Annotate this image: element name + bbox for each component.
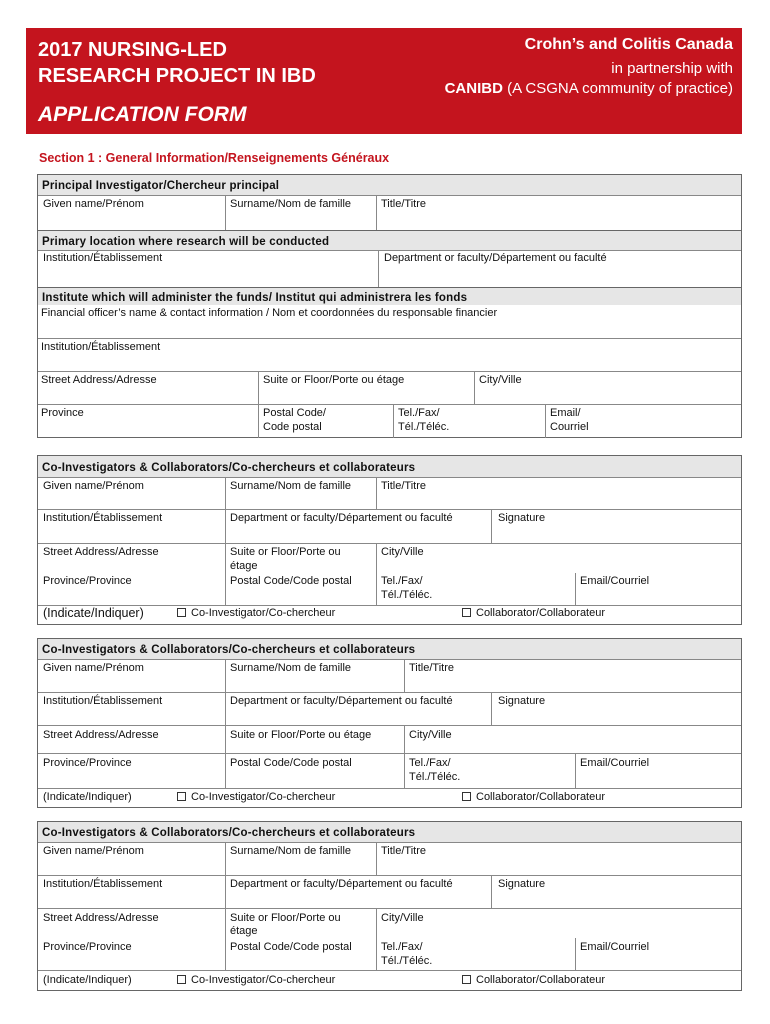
co2-tel-label-1[interactable]: Tel./Fax/ <box>409 757 451 769</box>
co3-department-field[interactable]: Department or faculty/Département ou faculté <box>230 878 453 890</box>
co2-department-field[interactable]: Department or faculty/Département ou faculté <box>230 695 453 707</box>
co3-collaborator-checkbox[interactable] <box>462 974 605 987</box>
co3-postal-field[interactable]: Postal Code/Code postal <box>230 941 352 953</box>
co2-surname-field[interactable]: Surname/Nom de famille <box>230 662 352 674</box>
institute-tel-label-1[interactable]: Tel./Fax/ <box>398 407 440 419</box>
co1-tel-label-1[interactable]: Tel./Fax/ <box>381 575 423 587</box>
co3-collaborator-label: Collaborator/Collaborateur <box>476 974 606 986</box>
header-banner <box>26 28 742 134</box>
checkbox-icon <box>177 608 186 617</box>
co3-given-name-field[interactable]: Given name/Prénom <box>43 845 144 857</box>
co1-collaborator-label: Collaborator/Collaborateur <box>476 607 606 619</box>
org-name: Crohn’s and Colitis Canada <box>524 36 733 53</box>
institute-header: Institute which will administer the funds/ Institut qui administrera les fonds <box>38 288 741 305</box>
form-subtitle: APPLICATION FORM <box>38 103 247 126</box>
checkbox-icon <box>462 975 471 984</box>
institute-email-label-2: Courriel <box>550 421 589 433</box>
co1-tel-label-2: Tél./Téléc. <box>381 589 433 601</box>
co3-surname-field[interactable]: Surname/Nom de famille <box>230 845 352 857</box>
co2-institution-field[interactable]: Institution/Établissement <box>43 695 163 707</box>
co2-suite-field[interactable]: Suite or Floor/Porte ou étage <box>230 729 372 741</box>
form-title-line1: 2017 NURSING-LED <box>38 39 227 61</box>
location-department-field[interactable]: Department or faculty/Département ou faculté <box>384 252 607 264</box>
co2-postal-field[interactable]: Postal Code/Code postal <box>230 757 352 769</box>
co1-surname-field[interactable]: Surname/Nom de famille <box>230 480 352 492</box>
pi-given-name-field[interactable]: Given name/Prénom <box>43 198 144 210</box>
checkbox-icon <box>177 975 186 984</box>
pi-title-field[interactable]: Title/Titre <box>381 198 427 210</box>
co2-collaborator-checkbox[interactable] <box>462 791 605 804</box>
co2-province-field[interactable]: Province/Province <box>43 757 132 769</box>
co3-title-field[interactable]: Title/Titre <box>381 845 427 857</box>
institute-suite-field[interactable]: Suite or Floor/Porte ou étage <box>263 374 405 386</box>
institute-street-field[interactable]: Street Address/Adresse <box>41 374 157 386</box>
institute-institution-field[interactable]: Institution/Établissement <box>41 341 161 353</box>
co1-collaborator-checkbox[interactable] <box>462 607 605 620</box>
co3-tel-label-1[interactable]: Tel./Fax/ <box>381 941 423 953</box>
co1-indicate-label: (Indicate/Indiquer) <box>43 606 144 620</box>
co2-indicate-label: (Indicate/Indiquer) <box>43 791 132 803</box>
co3-signature-field[interactable]: Signature <box>498 878 546 890</box>
co3-province-field[interactable]: Province/Province <box>43 941 132 953</box>
co1-signature-field[interactable]: Signature <box>498 512 546 524</box>
co3-city-field[interactable]: City/Ville <box>381 912 424 924</box>
co1-postal-field[interactable]: Postal Code/Code postal <box>230 575 352 587</box>
co1-department-field[interactable]: Department or faculty/Département ou faculté <box>230 512 453 524</box>
co2-title-field[interactable]: Title/Titre <box>409 662 455 674</box>
co2-given-name-field[interactable]: Given name/Prénom <box>43 662 144 674</box>
co3-institution-field[interactable]: Institution/Établissement <box>43 878 163 890</box>
co3-indicate-label: (Indicate/Indiquer) <box>43 974 132 986</box>
co3-email-field[interactable]: Email/Courriel <box>580 941 650 953</box>
canibd-description: (A CSGNA community of practice) <box>502 80 733 97</box>
co1-email-field[interactable]: Email/Courriel <box>580 575 650 587</box>
co1-city-field[interactable]: City/Ville <box>381 546 424 558</box>
co2-coinvestigator-checkbox[interactable] <box>177 791 335 804</box>
section-title: Section 1 : General Information/Renseignements Généraux <box>39 151 390 165</box>
co1-street-field[interactable]: Street Address/Adresse <box>43 546 159 558</box>
co3-coinvestigator-label: Co-Investigator/Co-chercheur <box>191 974 336 986</box>
co3-street-field[interactable]: Street Address/Adresse <box>43 912 159 924</box>
form-title-line2: RESEARCH PROJECT IN IBD <box>38 65 316 87</box>
co3-tel-label-2: Tél./Téléc. <box>381 955 433 967</box>
partnership-text: in partnership with <box>611 60 733 77</box>
co3-suite-label-2: étage <box>230 925 258 937</box>
partner-name <box>445 79 733 99</box>
institute-postal-label-2: Code postal <box>263 421 322 433</box>
co2-street-field[interactable]: Street Address/Adresse <box>43 729 159 741</box>
institute-city-field[interactable]: City/Ville <box>479 374 522 386</box>
co1-province-field[interactable]: Province/Province <box>43 575 132 587</box>
co2-email-field[interactable]: Email/Courriel <box>580 757 650 769</box>
location-institution-field[interactable]: Institution/Établissement <box>43 252 163 264</box>
co2-collaborator-label: Collaborator/Collaborateur <box>476 791 606 803</box>
co1-given-name-field[interactable]: Given name/Prénom <box>43 480 144 492</box>
co2-city-field[interactable]: City/Ville <box>409 729 452 741</box>
institute-postal-label-1[interactable]: Postal Code/ <box>263 407 326 419</box>
co2-coinvestigator-label: Co-Investigator/Co-chercheur <box>191 791 336 803</box>
co1-suite-label-2: étage <box>230 560 258 572</box>
co3-coinvestigator-checkbox[interactable] <box>177 974 335 987</box>
location-header: Primary location where research will be conducted <box>38 231 741 251</box>
checkbox-icon <box>462 608 471 617</box>
coinvestigator-header-2: Co-Investigators & Collaborators/Co-chercheurs et collaborateurs <box>38 639 741 659</box>
institute-tel-label-2: Tél./Téléc. <box>398 421 450 433</box>
canibd-label: CANIBD <box>444 80 503 97</box>
co2-tel-label-2: Tél./Téléc. <box>409 771 461 783</box>
co1-title-field[interactable]: Title/Titre <box>381 480 427 492</box>
institute-province-field[interactable]: Province <box>41 407 84 419</box>
coinvestigator-header-1: Co-Investigators & Collaborators/Co-chercheurs et collaborateurs <box>38 456 741 477</box>
institute-email-label-1[interactable]: Email/ <box>550 407 581 419</box>
co1-institution-field[interactable]: Institution/Établissement <box>43 512 163 524</box>
checkbox-icon <box>462 792 471 801</box>
pi-surname-field[interactable]: Surname/Nom de famille <box>230 198 352 210</box>
co3-suite-label-1[interactable]: Suite or Floor/Porte ou <box>230 912 341 924</box>
pi-header: Principal Investigator/Chercheur principal <box>38 175 741 195</box>
coinvestigator-header-3: Co-Investigators & Collaborators/Co-chercheurs et collaborateurs <box>38 822 741 842</box>
financial-officer-field[interactable]: Financial officer’s name & contact information / Nom et coordonnées du responsable financier <box>41 307 498 319</box>
co1-coinvestigator-checkbox[interactable] <box>177 607 335 620</box>
co1-suite-label-1[interactable]: Suite or Floor/Porte ou <box>230 546 341 558</box>
checkbox-icon <box>177 792 186 801</box>
co2-signature-field[interactable]: Signature <box>498 695 546 707</box>
co1-coinvestigator-label: Co-Investigator/Co-chercheur <box>191 607 336 619</box>
